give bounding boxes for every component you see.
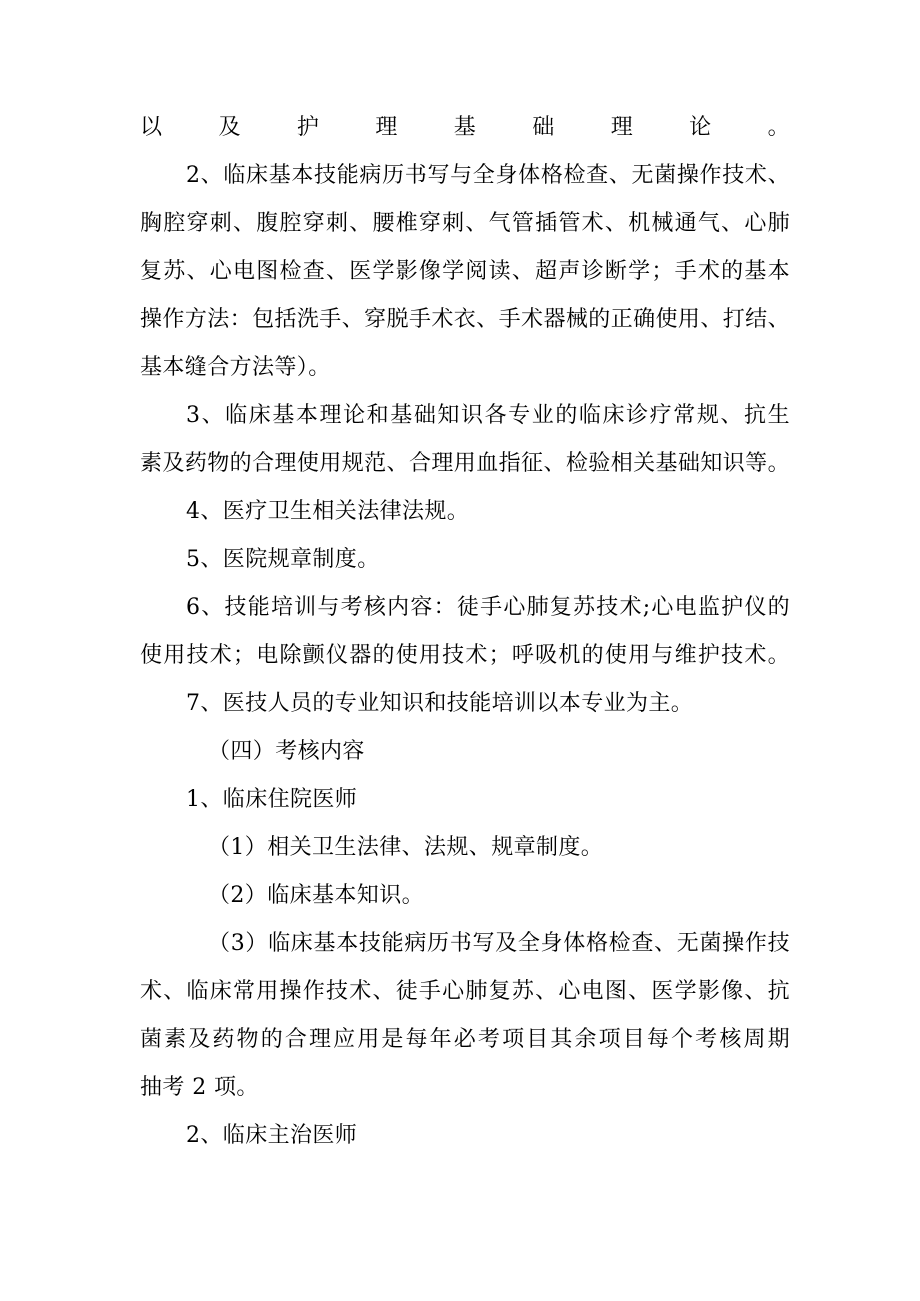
text-line: 2、临床基本技能病历书写与全身体格检查、无菌操作技术、: [186, 163, 790, 188]
text-line: 抽考 2 项。: [140, 1075, 259, 1100]
text-line: 7、医技人员的专业知识和技能培训以本专业为主。: [186, 691, 694, 716]
text-line: 素及药物的合理使用规范、合理用血指征、检验相关基础知识等。: [140, 451, 790, 476]
text-line: （3）临床基本技能病历书写及全身体格检查、无菌操作技: [208, 931, 790, 956]
document-page: [140, 104, 790, 1160]
text-line: 基本缝合方法等）。: [140, 355, 331, 380]
text-line: 胸腔穿刺、腹腔穿刺、腰椎穿刺、气管插管术、机械通气、心肺: [140, 211, 790, 236]
text-line: 操作方法：包括洗手、穿脱手术衣、手术器械的正确使用、打结、: [140, 307, 790, 332]
subsection-heading: 1、临床住院医师: [186, 787, 358, 812]
text-line: 复苏、心电图检查、医学影像学阅读、超声诊断学；手术的基本: [140, 259, 790, 284]
text-line: （2）临床基本知识。: [208, 883, 424, 908]
text-line: 3、临床基本理论和基础知识各专业的临床诊疗常规、抗生: [186, 403, 790, 428]
text-line: 5、医院规章制度。: [186, 547, 380, 572]
text-line: 4、医疗卫生相关法律法规。: [186, 499, 470, 524]
section-heading: （四）考核内容: [208, 739, 365, 764]
text-line: 菌素及药物的合理应用是每年必考项目其余项目每个考核周期: [140, 1027, 790, 1052]
text-line: 以及护理基础理论。: [140, 115, 790, 140]
text-line: 使用技术；电除颤仪器的使用技术；呼吸机的使用与维护技术。: [140, 643, 790, 668]
subsection-heading: 2、临床主治医师: [186, 1123, 358, 1148]
text-line: 术、临床常用操作技术、徒手心肺复苏、心电图、医学影像、抗: [140, 979, 790, 1004]
text-line: 6、技能培训与考核内容：徒手心肺复苏技术;心电监护仪的: [186, 595, 790, 620]
text-line: （1）相关卫生法律、法规、规章制度。: [208, 835, 604, 860]
